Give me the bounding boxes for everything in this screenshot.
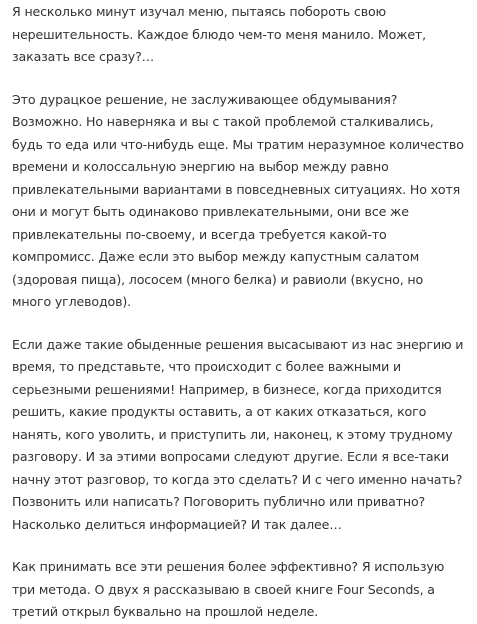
paragraph-business-decisions: Если даже такие обыденные решения высасывают из нас энергию и время, то представьте, что происходит с более важными и серьезными решениями! Например, в бизнесе, когда приходится решить, какие продукты оставить, а от каких отказаться, кого нанять, кого уволить, и приступить ли, наконец, к этому трудному разговору. И за этими вопросами следуют другие. Если я все-таки начну этот разговор, то когда это сделать? И с чего именно начать? Позвонить или написать? Поговорить публично или приватно? Насколько делиться информацией? И так далее… [12,336,464,532]
paragraph-intro: Я несколько минут изучал меню, пытаясь побороть свою нерешительность. Каждое блюдо чем-то меня манило. Может, заказать все сразу?… [12,4,426,64]
paragraph-everyday-choices: Это дурацкое решение, не заслуживающее обдумывания? Возможно. Но наверняка и вы с такой проблемой сталкивались, будь то еда или что-нибудь еще. Мы тратим неразумное количество времени и колоссальную энергию на выбор между равно привлекательными вариантами в повседневных ситуациях. Но хотя они и могут быть одинаково привлекательными, они все же привлекательны по-своему, и всегда требуется какой-то компромисс. Даже если это выбор между капустным салатом (здоровая пища), лососем (много белка) и равиоли (вкусно, но много углеводов). [12,91,464,309]
paragraph-three-methods: Как принимать все эти решения более эффективно? Я использую три метода. О двух я рассказываю в своей книге Four Seconds, а третий открыл буквально на прошлой неделе. [12,559,445,619]
